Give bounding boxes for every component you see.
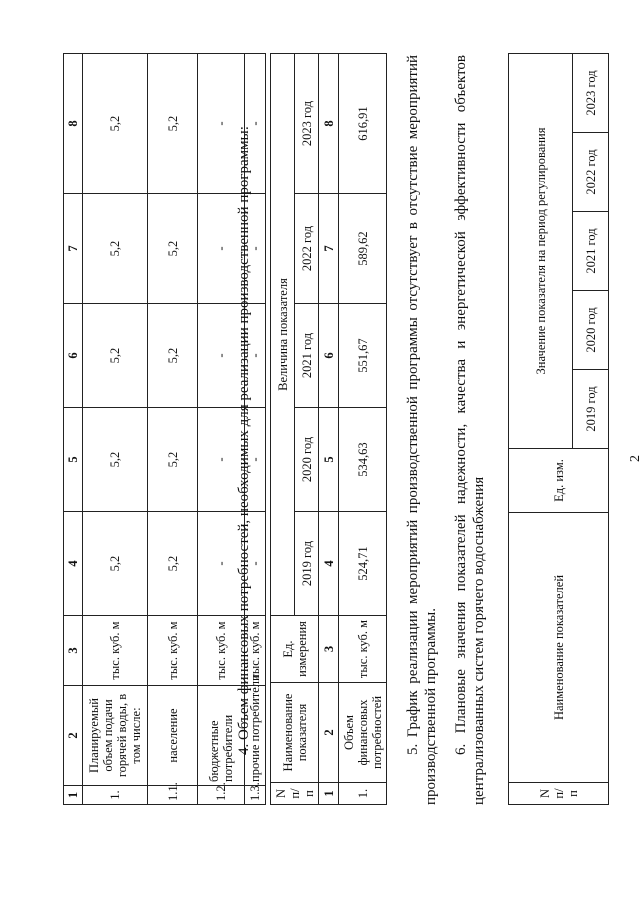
row-number: 1.2.: [198, 786, 245, 805]
value-2022: -: [198, 194, 245, 304]
row-unit: тыс. куб. м: [148, 616, 198, 686]
table-row: [339, 54, 387, 805]
section-6-text: 6. Плановые значения показателей надежности, качества и энергетической эффективности объектов централизованных систем горячего водоснабжения: [453, 55, 487, 805]
index-cell: 6: [319, 304, 339, 408]
table-row: [83, 54, 148, 805]
value-2021: 5,2: [148, 304, 198, 408]
table-index-row: [319, 54, 339, 805]
col-name-header: Наименование показателей: [509, 513, 609, 783]
value-2023: -: [198, 54, 245, 194]
value-2021: -: [198, 304, 245, 408]
row-name: бюджетные потребители: [198, 686, 245, 786]
header-cell: 2: [64, 686, 83, 786]
row-unit: тыс. куб. м: [339, 616, 387, 683]
value-2020: 5,2: [83, 408, 148, 512]
year-header: 2022 год: [573, 133, 609, 212]
value-2022: 5,2: [83, 194, 148, 304]
value-2022: 589,62: [339, 194, 387, 304]
financial-needs-table: [270, 53, 387, 805]
value-2023: 5,2: [83, 54, 148, 194]
group-header: Величина показателя: [271, 54, 295, 616]
header-cell: 5: [64, 408, 83, 512]
year-header: 2019 год: [295, 512, 319, 616]
value-2019: -: [245, 512, 266, 616]
index-cell: 2: [319, 683, 339, 783]
value-2022: -: [245, 194, 266, 304]
row-unit: тыс. куб. м: [245, 616, 266, 686]
value-2019: 5,2: [83, 512, 148, 616]
section-5-text: 5. График реализации мероприятий производственной программы отсутствует в отсутствие мероприятий производственной программы.: [405, 55, 439, 805]
row-number: 1.1.: [148, 786, 198, 805]
col-unit-header: Ед. изм.: [509, 449, 609, 513]
year-header: 2023 год: [295, 54, 319, 194]
index-cell: 8: [319, 54, 339, 194]
year-header: 2021 год: [573, 212, 609, 291]
index-cell: 4: [319, 512, 339, 616]
value-2019: 5,2: [148, 512, 198, 616]
index-cell: 3: [319, 616, 339, 683]
row-name: население: [148, 686, 198, 786]
value-2019: -: [198, 512, 245, 616]
index-cell: 5: [319, 408, 339, 512]
value-2020: 534,63: [339, 408, 387, 512]
header-cell: 3: [64, 616, 83, 686]
year-header: 2019 год: [573, 370, 609, 449]
value-2020: 5,2: [148, 408, 198, 512]
row-name: Объем финансовых потребностей: [339, 683, 387, 783]
indicators-table: [508, 53, 609, 805]
table-header-row: [64, 54, 83, 805]
table-header-row: [509, 53, 573, 804]
row-unit: тыс. куб. м: [198, 616, 245, 686]
header-cell: 4: [64, 512, 83, 616]
table-header-row: [271, 54, 295, 805]
row-name: прочие потребители: [245, 686, 266, 786]
row-unit: тыс. куб. м: [83, 616, 148, 686]
year-header: 2021 год: [295, 304, 319, 408]
header-cell: 8: [64, 54, 83, 194]
page-number: 2: [628, 455, 643, 462]
header-cell: 6: [64, 304, 83, 408]
value-2023: 5,2: [148, 54, 198, 194]
col-num-header: N п/п: [271, 783, 319, 805]
col-num-header: N п/п: [509, 783, 609, 805]
col-name-header: Наименование показателя: [271, 683, 319, 783]
value-2020: -: [245, 408, 266, 512]
year-header: 2022 год: [295, 194, 319, 304]
value-2022: 5,2: [148, 194, 198, 304]
value-2023: -: [245, 54, 266, 194]
value-2023: 616,91: [339, 54, 387, 194]
value-2020: -: [198, 408, 245, 512]
section-4-heading: 4. Объем финансовых потребностей, необходимых для реализации производственной программы:: [236, 126, 252, 755]
table-row: [148, 54, 198, 805]
index-cell: 1: [319, 783, 339, 805]
row-number: 1.3.: [245, 786, 266, 805]
row-number: 1.: [339, 783, 387, 805]
index-cell: 7: [319, 194, 339, 304]
col-unit-header: Ед. измерения: [271, 616, 319, 683]
group-header: Значение показателя на период регулирования: [509, 53, 573, 448]
year-header: 2020 год: [573, 291, 609, 370]
row-name: Планируемый объем подачи горячей воды, в том числе:: [83, 686, 148, 786]
value-2019: 524,71: [339, 512, 387, 616]
year-header: 2020 год: [295, 408, 319, 512]
year-header: 2023 год: [573, 53, 609, 132]
value-2021: -: [245, 304, 266, 408]
value-2021: 5,2: [83, 304, 148, 408]
header-cell: 7: [64, 194, 83, 304]
value-2021: 551,67: [339, 304, 387, 408]
header-cell: 1: [64, 786, 83, 805]
row-number: 1.: [83, 786, 148, 805]
